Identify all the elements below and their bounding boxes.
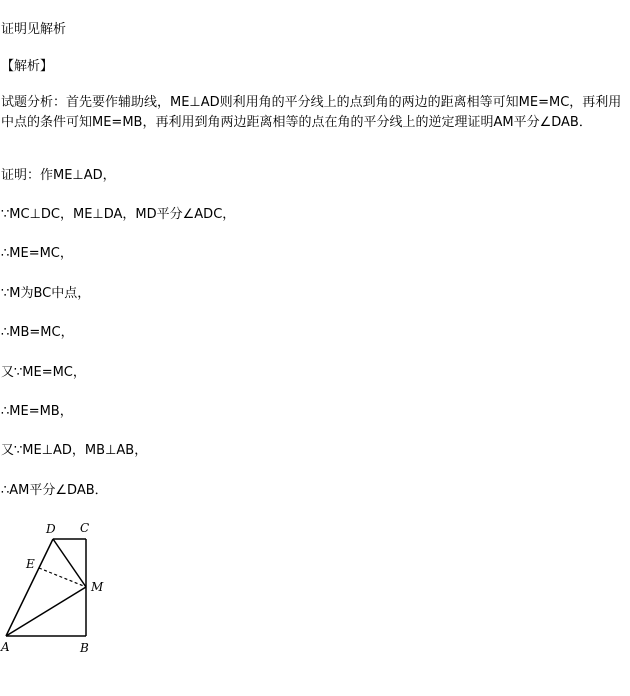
section-label: 【解析】: [1, 59, 54, 74]
proof-line-3: ∴ME=MC，: [1, 246, 73, 261]
label-b: B: [80, 641, 89, 655]
label-d: D: [46, 522, 56, 536]
label-e: E: [26, 557, 35, 571]
analysis-paragraph: 试题分析：首先要作辅助线，ME⊥AD则利用角的平分线上的点到角的两边的距离相等可知ME=MC，再利用中点的条件可知ME=MB，再利用到角两边距离相等的点在角的平分线上的逆定理证明AM平分∠DAB．: [1, 95, 622, 130]
proof-line-1: 证明：作ME⊥AD，: [1, 168, 116, 183]
segment-dm: [53, 539, 86, 587]
label-m: M: [91, 580, 104, 594]
geometry-figure: [0, 518, 120, 658]
answer-heading: 证明见解析: [1, 22, 67, 37]
proof-line-9: ∴AM平分∠DAB．: [1, 483, 108, 498]
proof-line-6: 又∵ME=MC，: [1, 365, 86, 380]
label-c: C: [80, 521, 90, 535]
proof-line-8: 又∵ME⊥AD，MB⊥AB，: [1, 443, 148, 458]
label-a: A: [1, 640, 10, 654]
proof-line-5: ∴MB=MC，: [1, 325, 74, 340]
proof-line-4: ∵M为BC中点，: [1, 286, 91, 301]
proof-line-2: ∵MC⊥DC，ME⊥DA，MD平分∠ADC，: [1, 207, 236, 222]
proof-line-7: ∴ME=MB，: [1, 404, 73, 419]
